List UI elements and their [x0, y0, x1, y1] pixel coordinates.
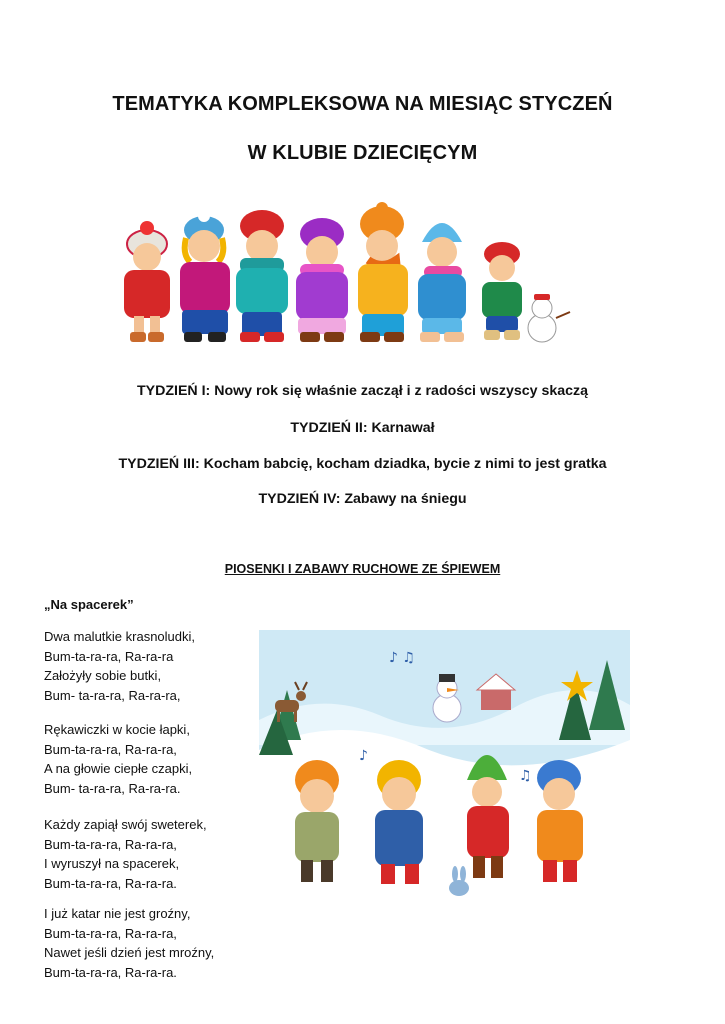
child-figure-red — [124, 221, 170, 342]
song-line: Bum-ta-ra-ra, Ra-ra-ra, — [44, 836, 177, 852]
document-title: TEMATYKA KOMPLEKSOWA NA MIESIĄC STYCZEŃ — [112, 93, 613, 115]
song-line: Bum- ta-ra-ra, Ra-ra-ra. — [44, 780, 181, 796]
music-note-icon: ♪ ♫ — [389, 650, 415, 666]
song-line: Bum-ta-ra-ra, Ra-ra-ra. — [44, 875, 177, 891]
song-title: „Na spacerek” — [44, 597, 134, 612]
song-line: Każdy zapiął swój sweterek, — [44, 817, 207, 832]
child-figure-lightblue — [418, 223, 466, 342]
song-line: Bum- ta-ra-ra, Ra-ra-ra, — [44, 687, 181, 703]
music-note-icon: ♫ — [519, 768, 532, 784]
song-line: Założyły sobie butki, — [44, 668, 162, 683]
song-stanza-1 — [44, 627, 195, 705]
song-line: I wyruszył na spacerek, — [44, 856, 180, 871]
music-note-icon: ♪ — [359, 748, 368, 764]
child-figure-purple — [296, 218, 348, 342]
child-figure-blue-coat — [375, 760, 423, 884]
song-line: I już katar nie jest groźny, — [44, 906, 191, 921]
song-line: Bum-ta-ra-ra, Ra-ra-ra — [44, 648, 174, 664]
song-stanza-2 — [44, 720, 192, 798]
document-subtitle: W KLUBIE DZIECIĘCYM — [247, 142, 478, 164]
child-figure-green — [482, 242, 522, 340]
song-line: Bum-ta-ra-ra, Ra-ra-ra, — [44, 925, 177, 941]
week-3-topic: TYDZIEŃ III: Kocham babcię, kocham dziadka, bycie z nimi to jest gratka — [118, 456, 607, 472]
week-2-topic: TYDZIEŃ II: Karnawał — [290, 420, 435, 436]
week-4-topic: TYDZIEŃ IV: Zabawy na śniegu — [258, 491, 467, 507]
song-line: Dwa malutkie krasnoludki, — [44, 629, 196, 644]
week-1-topic: TYDZIEŃ I: Nowy rok się właśnie zaczął i z radości wszyscy skaczą — [136, 383, 589, 399]
winter-scene-illustration — [259, 630, 630, 911]
section-heading: PIOSENKI I ZABAWY RUCHOWE ZE ŚPIEWEM — [224, 562, 501, 576]
song-stanza-4 — [44, 904, 214, 982]
children-winter-illustration — [112, 202, 572, 348]
child-figure-orange — [358, 202, 408, 342]
snowman-figure — [528, 294, 570, 342]
song-line: Rękawiczki w kocie łapki, — [44, 722, 190, 737]
song-line: A na głowie ciepłe czapki, — [44, 761, 193, 776]
song-line: Bum-ta-ra-ra, Ra-ra-ra, — [44, 741, 177, 757]
song-stanza-3 — [44, 815, 207, 893]
child-figure-blue — [180, 210, 230, 342]
song-line: Bum-ta-ra-ra, Ra-ra-ra. — [44, 964, 177, 980]
song-line: Nawet jeśli dzień jest mroźny, — [44, 945, 215, 960]
child-figure-teal — [236, 210, 288, 342]
